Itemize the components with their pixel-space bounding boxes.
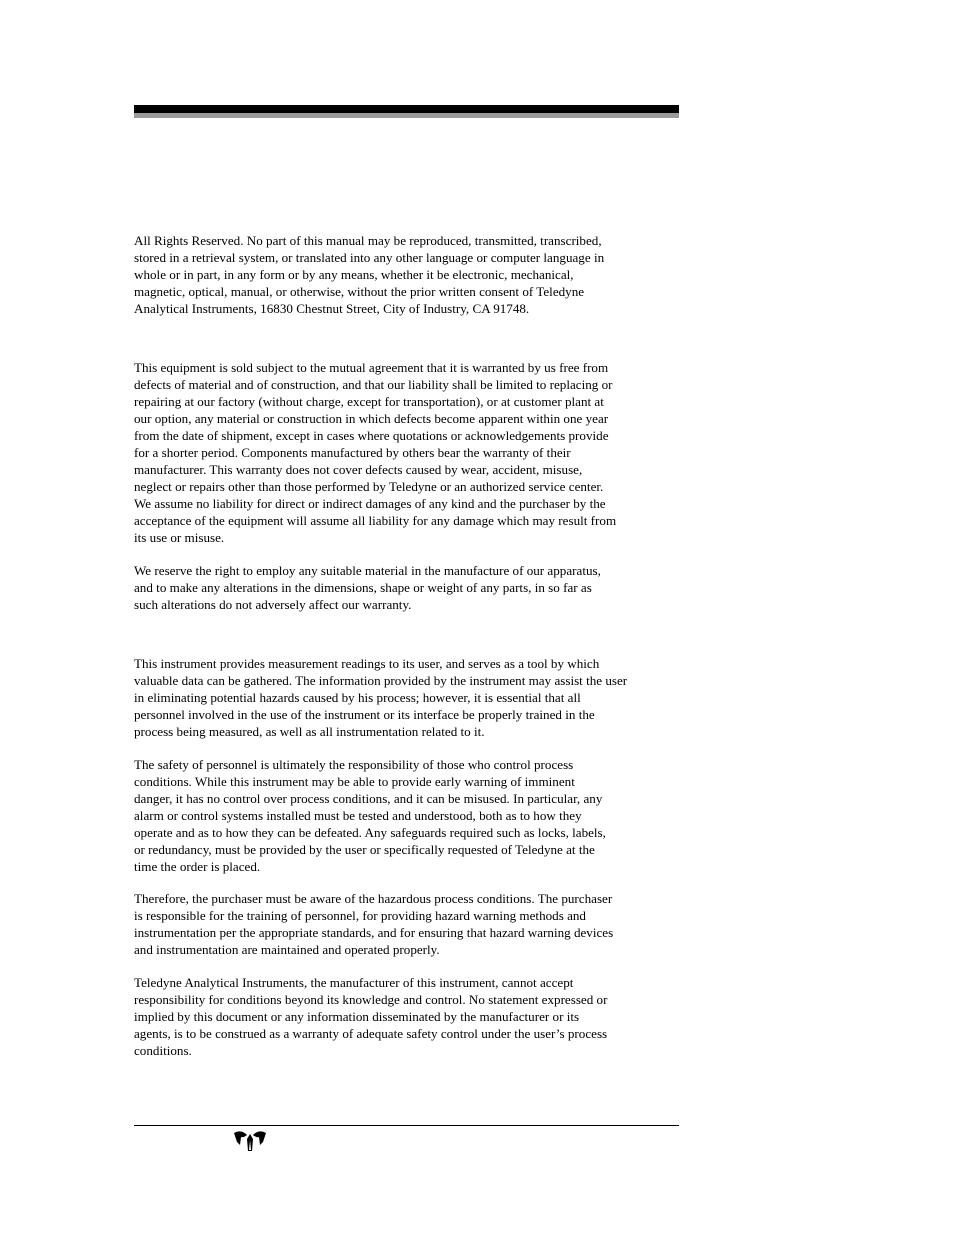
warranty-paragraph: This equipment is sold subject to the mutual agreement that it is warranted by us free from defects of material and of construction, and that our liability shall be limited to replacing or repairing at our factory (without charge, except for transportation), or at customer plant at our option, any material or construction in which defects become apparent within one year from the date of shipment, except in cases where quotations or acknowledgements provide for a shorter period. Components manufactured by others bear the warranty of their manufacturer. This warranty does not cover defects caused by wear, accident, misuse, neglect or repairs other than those performed by Teledyne or an authorized service center. We assume no liability for direct or indirect damages of any kind and the purchaser by the acceptance of the equipment will assume all liability for any damage which may result from its use or misuse. — [134, 360, 617, 545]
material-rights-paragraph: We reserve the right to employ any suitable material in the manufacture of our apparatus, and to make any alterations in the dimensions, shape or weight of any parts, in so far as such alterations do not adversely affect our warranty. — [134, 563, 601, 612]
teledyne-logo-icon — [232, 1130, 268, 1152]
manufacturer-disclaimer-paragraph: Teledyne Analytical Instruments, the manufacturer of this instrument, cannot accept responsibility for conditions beyond its knowledge and control. No statement expressed or implied by this document or any information disseminated by the manufacturer or its agents, is to be construed as a warranty of adequate safety control under the user’s process conditions. — [134, 975, 608, 1058]
header-rule-shadow — [134, 113, 679, 118]
header-rule — [134, 105, 679, 113]
purchaser-responsibility-paragraph: Therefore, the purchaser must be aware of the hazardous process conditions. The purchaser is responsible for the training of personnel, for providing hazard warning methods and instrumentation per the appropriate standards, and for ensuring that hazard warning devices and instrumentation are maintained and operated properly. — [134, 891, 614, 957]
instrument-use-paragraph: This instrument provides measurement readings to its user, and serves as a tool by which valuable data can be gathered. The information provided by the instrument may assist the user in eliminating potential hazards caused by his process; however, it is essential that all personnel involved in the use of the instrument or its interface be properly trained in the process being measured, as well as all instrumentation related to it. — [134, 656, 628, 739]
logo-right-wing — [253, 1131, 266, 1145]
personnel-safety-paragraph: The safety of personnel is ultimately the responsibility of those who control process conditions. While this instrument may be able to provide early warning of imminent danger, it has no control over process conditions, and it can be misused. In particular, any alarm or control systems installed must be tested and understood, both as to how they operate and as to how they can be defeated. Any safeguards required such as locks, labels, or redundancy, must be provided by the user or specifically requested of Teledyne at the time the order is placed. — [134, 757, 606, 874]
logo-left-wing — [234, 1131, 247, 1145]
footer-rule — [134, 1125, 679, 1126]
copyright-paragraph: All Rights Reserved. No part of this manual may be reproduced, transmitted, transcribed, stored in a retrieval system, or translated into any other language or computer language in whole or in part, in any form or by any means, whether it be electronic, mechanical, magnetic, optical, manual, or otherwise, without the prior written consent of Teledyne Analytical Instruments, 16830 Chestnut Street, City of Industry, CA 91748. — [134, 233, 605, 316]
